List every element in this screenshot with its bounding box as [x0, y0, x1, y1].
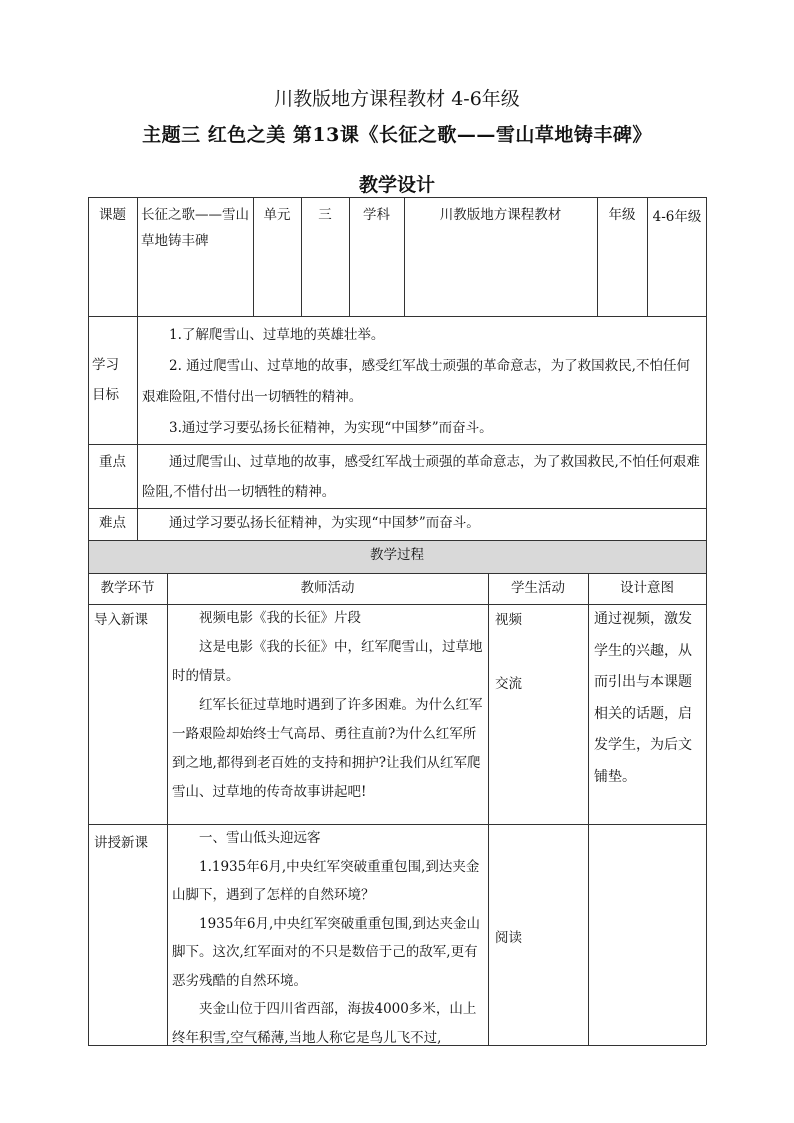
grade-label: 年级	[608, 207, 636, 223]
column-header: 教师活动	[300, 580, 355, 596]
teacher-paragraph: 1935年6月,中央红军突破重重包围,到达夹金山脚下。这次,红军面对的不只是数倍于己的敌军,更有恶劣残酷的自然环境。	[172, 915, 481, 989]
column-header: 教学环节	[100, 580, 155, 596]
difficulty-label: 难点	[99, 515, 126, 531]
column-header: 设计意图	[620, 580, 674, 596]
unit-value: 三	[318, 207, 332, 223]
teacher-activity-intro	[172, 604, 484, 807]
objective-item: 1.了解爬雪山、过草地的英雄壮举。	[169, 327, 385, 343]
subject-value: 川教版地方课程教材	[439, 207, 562, 223]
objective-item: 2. 通过爬雪山、过草地的故事，感受红军战士顽强的革命意志，为了救国救民,不怕任何艰难险阻,不惜付出一切牺牲的精神。	[142, 358, 690, 405]
student-activity-read: 阅读	[495, 930, 522, 946]
doc-title: 主题三 红色之美 第13课《长征之歌——雪山草地铸丰碑》	[142, 124, 652, 146]
course-value: 长征之歌——雪山草地铸丰碑	[141, 207, 249, 249]
teacher-paragraph: 这是电影《我的长征》中，红军爬雪山，过草地时的情景。	[172, 639, 483, 684]
student-activity-discuss: 交流	[495, 676, 522, 692]
objective-item: 3.通过学习要弘扬长征精神，为实现“中国梦”而奋斗。	[169, 420, 493, 436]
teacher-paragraph: 1.1935年6月,中央红军突破重重包围,到达夹金山脚下，遇到了怎样的自然环境？	[172, 858, 480, 903]
doc-subtitle: 川教版地方课程教材 4-6年级	[274, 88, 520, 110]
grade-value: 4-6年级	[652, 209, 702, 225]
process-title: 教学过程	[370, 547, 424, 563]
objectives-list	[142, 320, 702, 444]
stage-intro: 导入新课	[94, 612, 148, 628]
difficulty-text: 通过学习要弘扬长征精神，为实现“中国梦”而奋斗。	[169, 515, 480, 531]
teacher-paragraph: 夹金山位于四川省西部，海拔4000多米，山上终年积雪,空气稀薄,当地人称它是鸟儿飞不过,	[172, 1001, 477, 1046]
teacher-paragraph: 红军长征过草地时遇到了许多困难。为什么红军一路艰险却始终士气高昂、勇往直前?为什么红军所到之地,都得到老百姓的支持和拥护?让我们从红军爬雪山、过草地的传奇故事讲起吧!	[172, 697, 483, 800]
teacher-paragraph: 视频电影《我的长征》片段	[199, 610, 361, 626]
doc-heading: 教学设计	[358, 174, 435, 196]
column-header: 学生活动	[511, 580, 565, 596]
key-point-text: 通过爬雪山、过草地的故事，感受红军战士顽强的革命意志，为了救国救民,不怕任何艰难险阻,不惜付出一切牺牲的精神。	[142, 454, 700, 500]
student-activity-video: 视频	[495, 612, 522, 628]
teacher-activity-teaching	[172, 824, 484, 1052]
course-label: 课题	[99, 207, 126, 223]
design-intent-intro: 通过视频，激发学生的兴趣，从而引出与本课题相关的话题，启发学生，为后文铺垫。	[594, 611, 692, 785]
stage-teaching: 讲授新课	[94, 835, 148, 851]
unit-label: 单元	[263, 207, 291, 223]
key-point-label: 重点	[99, 454, 126, 470]
teacher-paragraph: 一、雪山低头迎远客	[199, 830, 321, 846]
objectives-label: 学习目标	[92, 357, 119, 403]
subject-label: 学科	[363, 207, 390, 223]
